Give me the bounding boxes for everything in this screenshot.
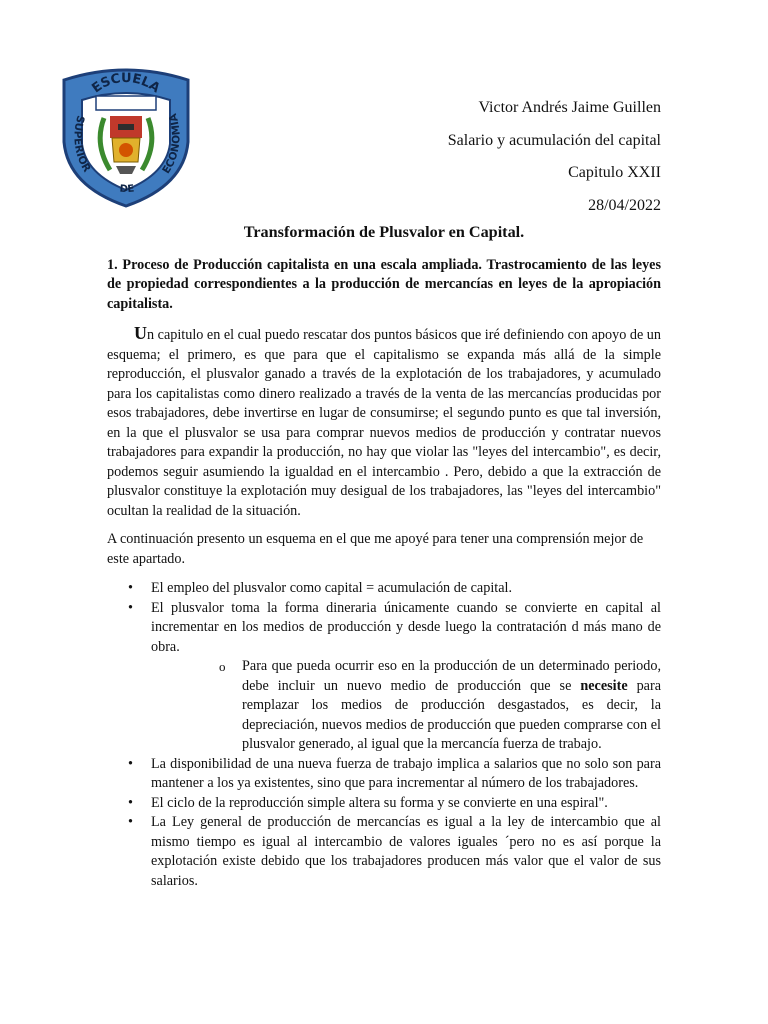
list-item-text: La Ley general de producción de mercancías es igual a la ley de intercambio que al mismo tiempo es igual al intercambio de valores iguales ´pero no es así porque la explotación existe debido que los trabajadores producen más valor que el valor de sus salarios. [151,814,661,889]
logo-bottom-text: DE [119,183,135,196]
school-logo [58,66,194,208]
paragraph-intro-text: n capitulo en el cual puedo rescatar dos puntos básicos que iré definiendo con apoyo de un esquema; el primero, es que para que el capitalismo se expanda más allá de la simple reproducción, el plusvalor ganado a través de la explotación de los trabajadores, y acumulado para los capitalistas como dinero realizado a través de la venta de las mercancías producidas por esos trabajadores, debe invertirse en lugar de consumirse; el segundo punto es que tal inversión, en la que el plusvalor se usa para comprar nuevos medios de producción y contratar nuevos trabajadores para expandir la producción, no hay que violar las "leyes del intercambio", es decir, podemos seguir asumiendo la igualdad en el intercambio . Pero, debido a que la extracción de plusvalor constituye la explotación muy desigual de los trabajadores, las "leyes del intercambio" ocultan la realidad de la situación. [107,327,661,519]
list-item-text: El plusvalor toma la forma dineraria únicamente cuando se convierte en capital al incrementar en los medios de producción y desde luego la contratación d más mano de obra. [151,599,661,655]
sub-list [151,657,661,755]
logo-left-text: SUPERIOR [71,114,93,175]
bullet-icon: • [128,794,133,811]
drop-cap: U [134,323,147,343]
list-item [107,794,661,814]
list-item [107,813,661,891]
bullet-icon: • [128,755,133,772]
list-item [107,579,661,599]
sub-bullet-icon: o [219,659,226,674]
author-name: Victor Andrés Jaime Guillen [478,99,661,116]
bullet-list [107,579,661,891]
logo-right-text: ECONOMIA [160,112,183,176]
list-item [107,755,661,794]
list-item-text: La disponibilidad de una nueva fuerza de trabajo implica a salarios que no solo son para mantener a los ya existentes, sino que para incrementar al número de los trabajadores. [151,755,661,791]
sub-item-text-end: para remplazar los medios de producción desgastados, es decir, la depreciación, nuevos medios de producción que pueden comprarse con el plusvalor generado, al igual que la mercancía fuerza de trabajo. [242,677,662,752]
bullet-icon: • [128,599,133,616]
logo-top-text: ESCUELA [89,70,163,97]
bullet-icon: • [128,580,133,596]
chapter-line: Capitulo XXII [568,164,661,181]
document-title: Transformación de Plusvalor en Capital. [243,223,525,241]
date-line: 28/04/2022 [588,196,661,214]
sub-item-text-start: Para que pueda ocurrir eso en la producción de un determinado periodo, debe incluir un nuevo medio de producción que se [242,658,661,694]
bullet-icon: • [128,814,133,830]
document-header [448,92,661,222]
list-item-text: El empleo del plusvalor como capital = acumulación de capital. [151,580,512,596]
list-item-text: El ciclo de la reproducción simple altera su forma y se convierte en una espiral". [151,794,608,811]
list-item [107,599,661,755]
paragraph-intro [107,324,661,521]
sub-item-emphasis: necesite [580,677,628,694]
section-heading: 1. Proceso de Producción capitalista en una escala ampliada. Trastrocamiento de las leyes de propiedad correspondientes a la producción de mercancías en leyes de la apropiación capitalista. [107,257,661,312]
sub-list-item [151,657,661,755]
paragraph-scheme-intro: A continuación presento un esquema en el que me apoyé para tener una comprensión mejor de este apartado. [107,531,644,567]
subject-line: Salario y acumulación del capital [447,131,661,149]
